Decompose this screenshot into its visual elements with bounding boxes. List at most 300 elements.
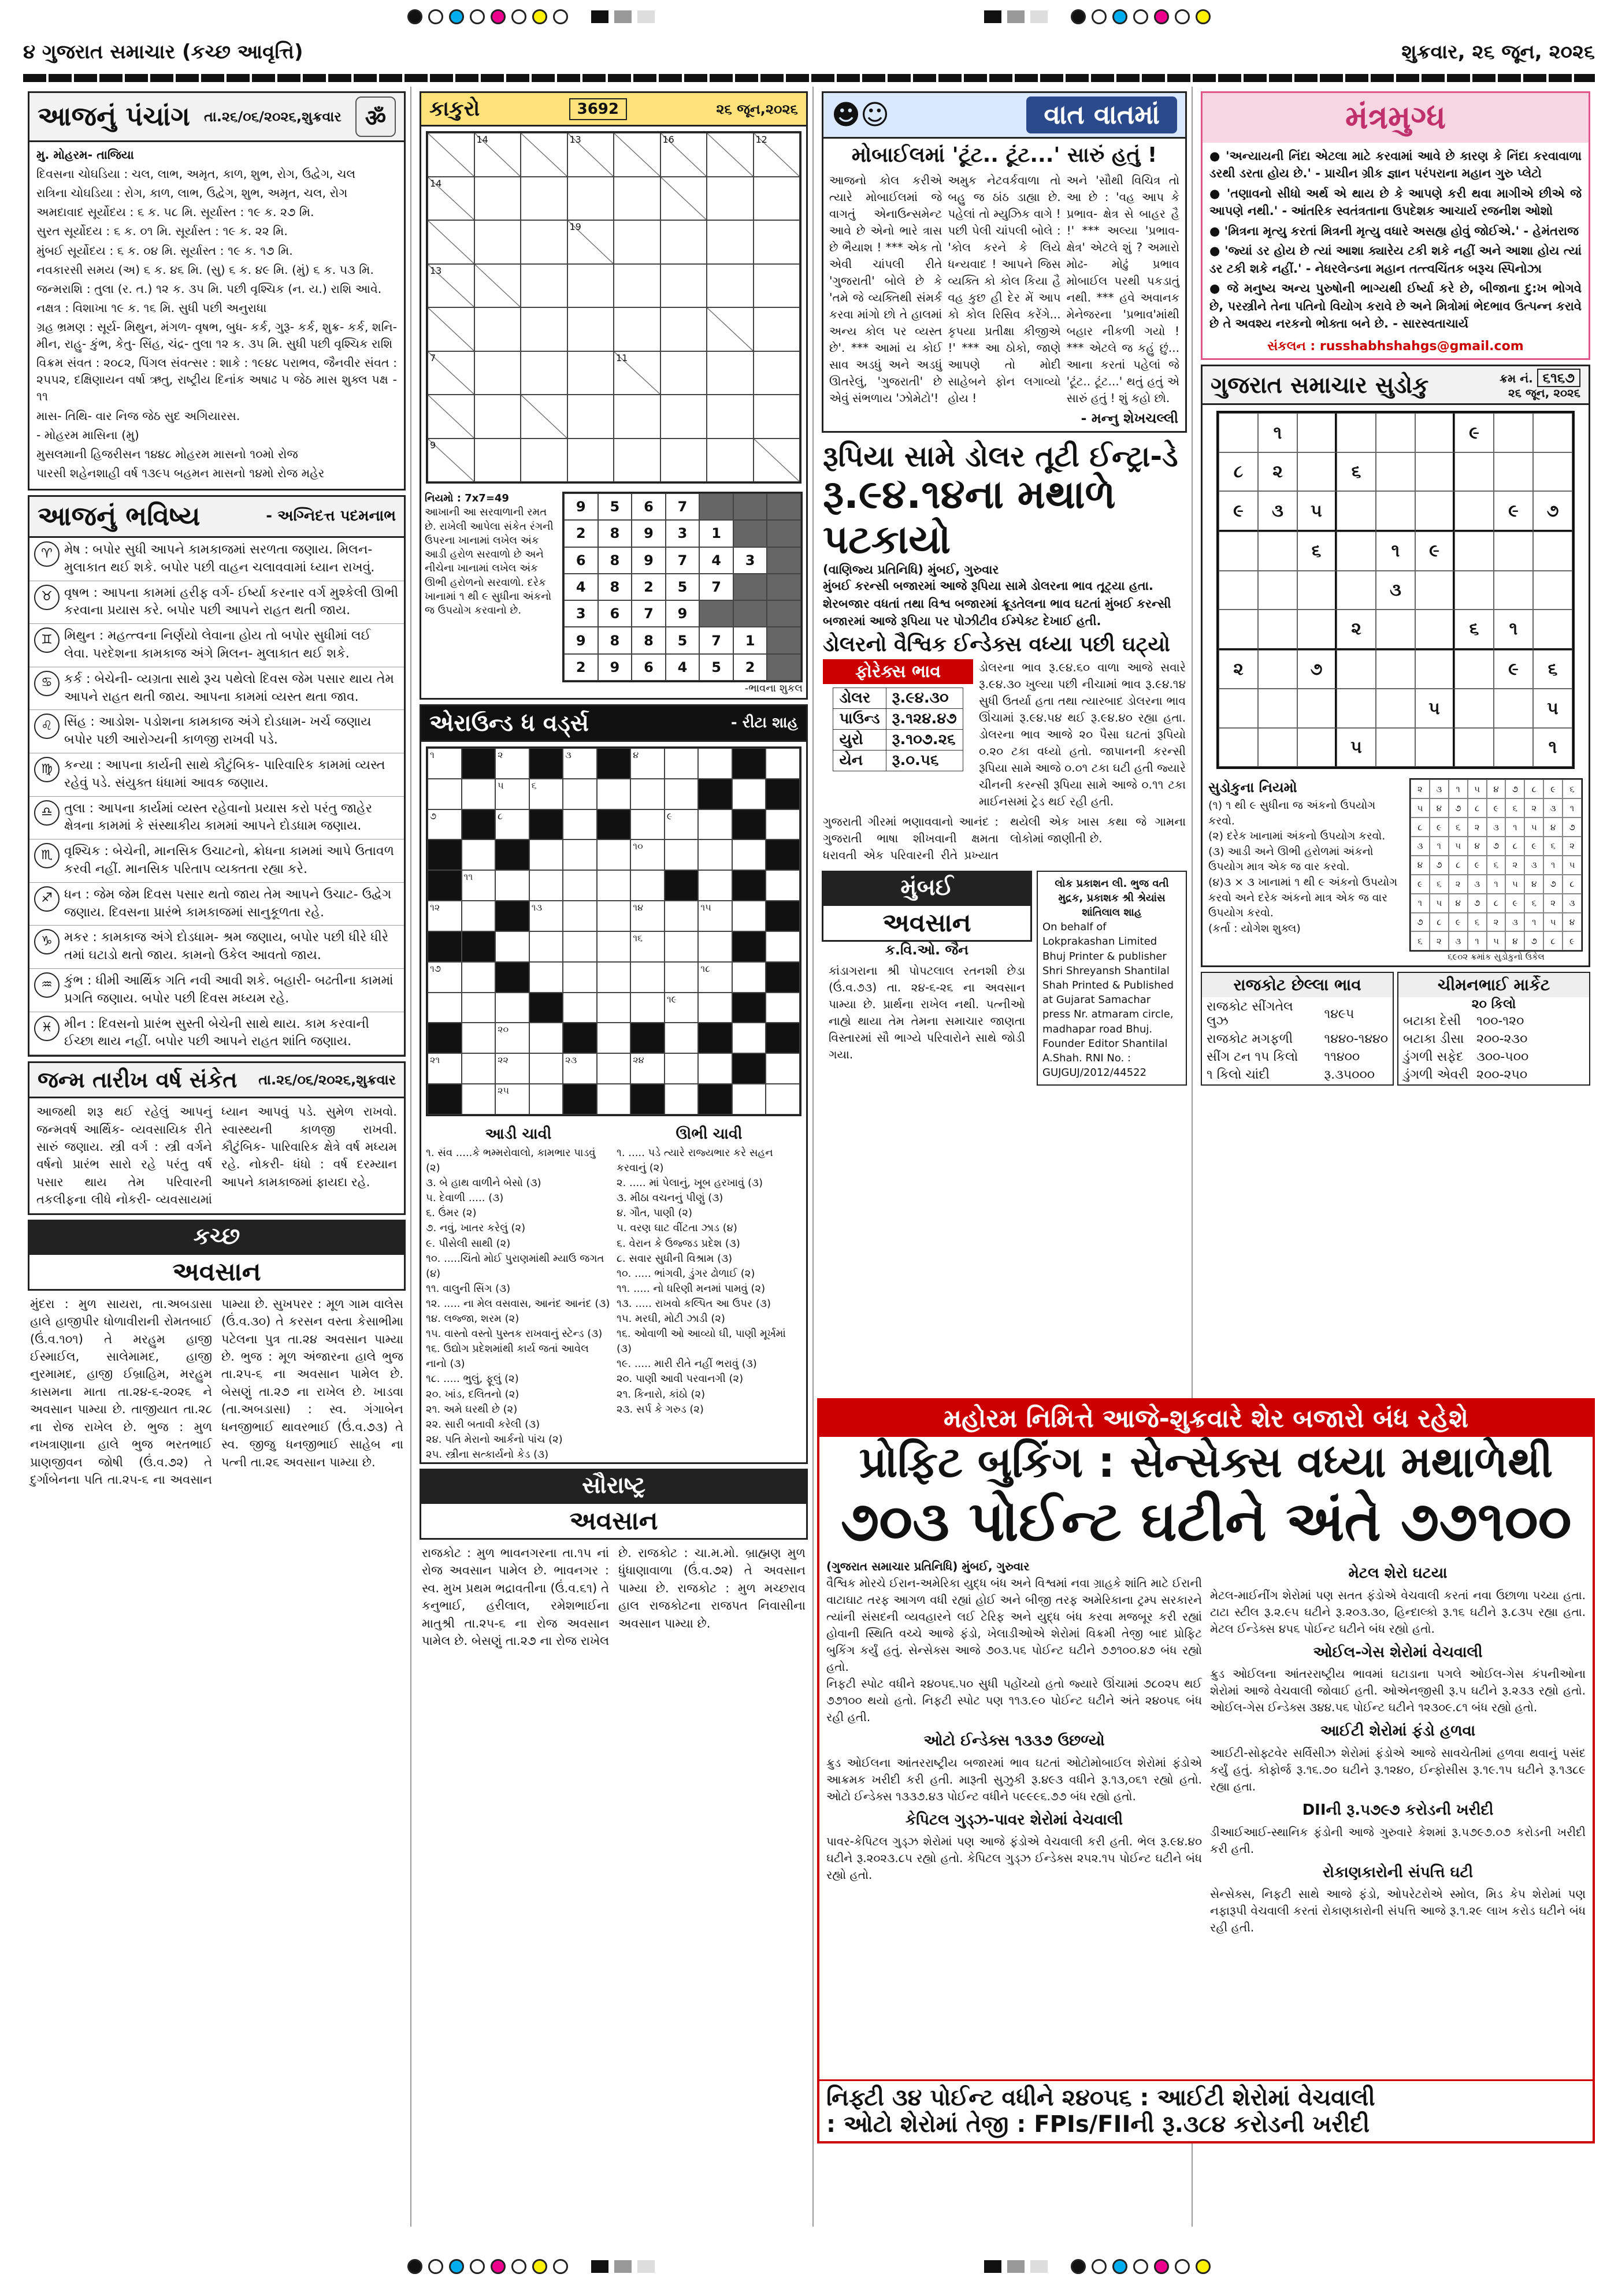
sudoku-cell: ૯ xyxy=(1494,650,1533,689)
vaat-box xyxy=(822,91,1187,433)
sudoku-cell xyxy=(1376,610,1415,650)
sudoku-cell xyxy=(1454,571,1494,610)
rupee-article xyxy=(817,437,1192,871)
sudoku-solution-cell: ૨ xyxy=(1487,913,1506,932)
down-clue: ૧૫. મરઘી, મોટી ઝાડી (૨) xyxy=(617,1313,725,1325)
sudoku-cell xyxy=(1494,571,1533,610)
kakuro-solution-blank xyxy=(767,627,801,653)
market-cell: રૂ.૩૫૦૦૦ xyxy=(1324,1068,1375,1083)
sudoku-cell: ૬ xyxy=(1533,650,1572,689)
crossword-cell xyxy=(665,1023,699,1053)
sudoku-number: ૬૧૬૭ xyxy=(1537,369,1580,387)
crossword-black-cell xyxy=(766,962,800,993)
crossword-cell xyxy=(665,993,699,1023)
market-cell: ડુંગળી સફેદ xyxy=(1403,1050,1464,1065)
crossword-cell xyxy=(630,962,665,993)
sudoku-cell xyxy=(1533,532,1572,571)
folio-left: ૪ ગુજરાત સમાચાર (કચ્છ આવૃત્તિ) xyxy=(23,40,303,64)
crossword-black-cell xyxy=(698,1023,732,1053)
rashi-item xyxy=(29,624,404,667)
sudoku-solution-cell: ૬ xyxy=(1430,875,1449,894)
kakuro-clue-cell xyxy=(660,133,707,177)
kakuro-solution-cell: 9 xyxy=(564,493,598,520)
rashi-icon: ♑ xyxy=(34,929,60,954)
vaat-col2: અમુક નેટવર્કવાળા તો બહુ જ ઠાંઠ ડાહ્યા છે. પહેલાં તો મ્યુઝિક વાગે ! પછી પેલી ચાંપલી બોલે : 'કોલ કરને કે લિયે ધન્યવાદ ! આપને જિસ વ્યક્તિ કો કોલ કિયા હૈ વહ કુછ હી દેર મેં આપ કો કોલ રિસિવ કરેંગે... કૃપયા પ્રતીક્ષા કીજીએ !' *** આ ઠોકો, જાણે આપણે તો મોદી સાહેબને ફોન લગાવ્યો હોય ! xyxy=(948,173,1061,405)
sudoku-solution-cell: ૪ xyxy=(1543,818,1563,837)
rashi-item xyxy=(29,883,404,926)
sudoku-cell xyxy=(1219,610,1258,650)
kakuro-solution-cell: 5 xyxy=(666,627,700,653)
across-clue: ૧. સંવ .....કે ભમ્મરોવાલો, કામભાર પાડવું (૨) xyxy=(426,1147,596,1175)
crossword-cell xyxy=(428,993,462,1023)
sudoku-cell xyxy=(1494,532,1533,571)
crossword-cell xyxy=(563,748,597,779)
kakuro-empty-cell xyxy=(474,395,521,439)
auto-text: ક્રુડ ઓઈલના આંતરરાષ્ટ્રીય બજારમાં ભાવ ઘટતાં ઓટોમોબાઈલ શેરોમાં ફંડોએ આક્રમક ખરીદી કરી હતી. મારૂતી સુઝુકી રૂ.૪૯૩ વધીને રૂ.૧૩,૦૬૧ રહ્યો હતો. ઓટો ઈન્ડેક્સ ૧૩૩૭.૪૩ પોઈન્ટ વધીને ૫૯૯૯૬.૭૭ બંધ રહ્યો હતો. xyxy=(826,1755,1202,1803)
janma-title: જન્મ તારીખ વર્ષ સંકેત xyxy=(38,1067,237,1093)
crossword-black-cell xyxy=(462,809,496,840)
sudoku-solution-cell: ૨ xyxy=(1411,779,1430,798)
kakuro-clue: 11 xyxy=(616,352,628,363)
vaat-title: વાત વાતમાં xyxy=(1026,96,1177,133)
sudoku-cell xyxy=(1337,413,1376,452)
crossword-number: ૧૯ xyxy=(666,993,677,1005)
kakuro-solution-cell: 7 xyxy=(699,574,733,600)
sudoku-rules xyxy=(1208,778,1404,962)
sudoku-solution-cell: ૮ xyxy=(1543,931,1563,950)
crossword-cell xyxy=(597,839,631,870)
sudoku-cell xyxy=(1533,610,1572,650)
imprint-box xyxy=(1037,871,1187,1086)
sudoku-solution-cell: ૯ xyxy=(1430,818,1449,837)
market-cell: ૧ કિલો ચાંદી xyxy=(1207,1068,1270,1083)
kakuro-empty-cell xyxy=(567,177,614,221)
crossword-black-cell xyxy=(495,901,529,931)
mantra-quote: ● જે મનુષ્ય અન્ય પુરુષોની ભાગ્યથી ઈર્ષ્યા કરે છે, બીજાના દુ:ખ ભોગવે છે, પરસ્ત્રીને તેના પતિનો વિયોગ કરાવે છે અને મિત્રોમાં ભેદભાવ ઉત્પન્ન કરાવે છે તે અવશ્ય નરકનો ભોક્તા બને છે. - સારસ્વતાચાર્ય xyxy=(1209,281,1582,330)
crossword-cell xyxy=(698,839,732,870)
sudoku-cell: ૭ xyxy=(1297,650,1337,689)
sudoku-cell xyxy=(1376,491,1415,532)
sudoku-cell xyxy=(1454,491,1494,532)
kakuro-solution-cell: 2 xyxy=(564,520,598,547)
down-title: ઊભી ચાવી xyxy=(676,1125,743,1143)
kakuro-empty-cell xyxy=(614,395,660,439)
sudoku-solution-cell: ૯ xyxy=(1543,779,1563,798)
mantra-contact: સંકલન : russhabhshahgs@gmail.com xyxy=(1267,339,1524,354)
crossword-cell xyxy=(630,931,665,962)
kakuro-empty-cell xyxy=(474,439,521,482)
forex-row xyxy=(833,750,963,771)
panchang-line: - મોહરમ માસિના (મુ) xyxy=(36,428,139,442)
sudoku-solution-cell: ૭ xyxy=(1524,931,1543,950)
sudoku-cell xyxy=(1337,532,1376,571)
crossword-cell xyxy=(665,1053,699,1084)
kakuro-clue-cell xyxy=(428,220,474,264)
crossword-number: ૧૫ xyxy=(700,902,711,913)
rupee-headline-2: રૂ.૯૪.૧૪ના મથાળે પટકાયો xyxy=(823,472,1116,563)
crossword-black-cell xyxy=(462,748,496,779)
rashi-item xyxy=(29,581,404,625)
crossword-cell xyxy=(529,1023,563,1053)
crossword-cell xyxy=(495,809,529,840)
sudoku-cell xyxy=(1337,491,1376,532)
folio-rule xyxy=(23,74,1595,82)
forex-cell: ડોલર xyxy=(833,688,886,708)
kakuro-empty-cell xyxy=(754,220,800,264)
sudoku-cell: ૭ xyxy=(1533,491,1572,532)
panchang-line: નક્ષત્ર : વિશાખા ૧૯ ક. ૧૬ મિ. સુધી પછી અનુરાધા xyxy=(36,300,267,315)
crossword-cell xyxy=(732,962,766,993)
kakuro-empty-cell xyxy=(614,220,660,264)
metal-text: મેટલ-માઈનીંગ શેરોમાં પણ સતત ફંડોએ વેચવાલી કરતાં નવા ઉછાળા પચ્યા હતા. ટાટા સ્ટીલ રૂ.૨.૯૫ ઘટીને રૂ.૨૦૩.૩૦, હિન્દાલ્કો રૂ.૧૬ ઘટીને રૂ.૮૩૫ રહ્યા હતા. મેટલ ઈન્ડેક્સ ૪૫૬ પોઈન્ટ ઘટીને બંધ રહ્યો હતો. xyxy=(1210,1588,1586,1636)
sudoku-solution-cell: ૭ xyxy=(1505,779,1524,798)
sudoku-cell: ૬ xyxy=(1454,610,1494,650)
crossword-black-cell xyxy=(732,809,766,840)
sudoku-cell xyxy=(1376,413,1415,452)
crossword-cell xyxy=(630,839,665,870)
vaat-header xyxy=(823,93,1185,139)
kakuro-solution-blank xyxy=(767,547,801,574)
market-cell: ૧૪૪૦-૧૪૪૦ xyxy=(1324,1032,1388,1047)
sudoku-solution-cell: ૫ xyxy=(1411,798,1430,818)
crossword-number: ૫ xyxy=(498,779,504,791)
market-row xyxy=(1203,998,1391,1030)
sudoku-brand: ગુજરાત સમાચાર સુડોકુ xyxy=(1211,371,1429,399)
crossword-cell xyxy=(529,901,563,931)
profit-headline-2: ૭૦૩ પોઈન્ટ ઘટીને અંતે ૭૭૧૦૦ xyxy=(840,1488,1572,1554)
crossword-clues xyxy=(421,1121,806,1462)
saurashtra-text: રાજકોટ : મુળ ભાવનગરના તા.૧૫ નાં રોજ અવસાન પામેલ છે. ભાવનગર : સ્વ. મુખ પ્રથમ ભદ્રાવતીના (ઉં.વ.૬૧) તે કનુભાઈ, હરીલાલ, રમેશભાઈના માતુશ્રી તા.૨૫-૬ ના રોજ અવસાન પામેલ છે. બેસણું તા.૨૭ ના રોજ રાખેલ છે. રાજકોટ : ચા.મ.મો. બ્રાહ્મણ મુળ ધુંધાણાવાળા (ઉં.વ.૭૨) તે અવસાન પામ્યા છે. રાજકોટ : મુળ મચ્છરાવ હાલ રાજકોટના રાજપત નિવાસીના અવસાન પામ્યા છે. xyxy=(422,1545,806,1648)
rupee-dateline: (વાણિજ્ય પ્રતિનિધિ) મુંબઈ, ગુરુવાર xyxy=(823,563,999,577)
sudoku-cell: ૧ xyxy=(1258,413,1297,452)
sudoku-solution-cell: ૯ xyxy=(1449,913,1468,932)
sudoku-cell: ૩ xyxy=(1258,491,1297,532)
sudoku-cell xyxy=(1297,413,1337,452)
crossword-black-cell xyxy=(495,839,529,870)
crossword-black-cell xyxy=(597,809,631,840)
crossword-cell xyxy=(529,839,563,870)
mantra-quote: ● 'તણાવનો સીધો અર્થ એ થાય છે કે આપણે કરી થવા માગીએ છીએ જે આપણે નથી.' - આંતરિક સ્વતંત્રતાના ઉપદેશક આચાર્ય રજનીશ ઓશો xyxy=(1209,186,1582,218)
sudoku-solution-cell: ૧ xyxy=(1524,913,1543,932)
kakuro-clue-cell xyxy=(428,395,474,439)
sudoku-cell: ૧ xyxy=(1494,610,1533,650)
sudoku-solution-cell: ૬ xyxy=(1563,779,1582,798)
rashi-text: મિથુન : મહત્ત્વના નિર્ણયો લેવાના હોય તો બપોર સુધીમાં લઈ લેવા. પરદેશના કામકાજ અંગે મિલન- મુલાકાત થઈ શકે. xyxy=(64,629,371,661)
profit-footer xyxy=(819,2079,1593,2141)
down-clue: ૮. સવાર સુધીની વિશ્રામ (૩) xyxy=(617,1252,733,1265)
kakuro-clue: 14 xyxy=(476,134,488,145)
down-clue: ૨૧. કિનારો, કાંઠો (૨) xyxy=(617,1388,706,1400)
crossword-cell xyxy=(766,931,800,962)
sudoku-solution-cell: ૫ xyxy=(1505,875,1524,894)
kakuro-empty-cell xyxy=(754,264,800,308)
crossword-cell xyxy=(630,901,665,931)
panchang-header xyxy=(29,93,404,142)
kakuro-solution-cell: 9 xyxy=(666,600,700,627)
mumbai-text: કાંડાગરાના શ્રી પોપટલાલ રતનશી છેડા (ઉં.વ.૭૩) તા. ૨૪-૬-૨૬ ના અવસાન પામ્યા છે. પ્રાર્થના રાખેલ નથી. પત્નીઓ નાહ્યે થાયા તેમ તેમના સમાચાર જાણતા વિસ્તારમાં સૌ ભાગ્યે પરિવારોને સાથે જોડી ગયા. xyxy=(829,963,1025,1061)
crossword-cell xyxy=(698,1053,732,1084)
sudoku-cell xyxy=(1454,650,1494,689)
sudoku-cell xyxy=(1297,452,1337,492)
kakuro-solution-cell: 5 xyxy=(598,493,632,520)
crossword-author: - રીટા શાહ xyxy=(730,714,798,731)
market-row xyxy=(1400,1067,1532,1083)
panchang-line: ગ્રહ ભ્રમણ : સૂર્ય- મિથુન, મંગળ- વૃષભ, બુધ- કર્ક, ગુરૂ- કર્ક, શુક્ર- કર્ક, શનિ- મીન, રાહુ- કુંભ, કેતુ- સિંહ, ચંદ્ર- તુલા ૧૨ ક. ૩૫ મિ. સુધી પછી વૃશ્ચિક રાશિ xyxy=(36,319,397,351)
sudoku-cell: ૬ xyxy=(1337,452,1376,492)
crossword-cell xyxy=(597,870,631,901)
crossword-cell xyxy=(597,1084,631,1114)
profit-body1: વૈશ્વિક મોરચે ઈરાન-અમેરિકા યુદ્ધ બંધ અને વિશ્વમાં નવા ગ્રાહકે શાંતિ માટે ઈરાની વાટાઘાટ તરફ આગળ વધી રહ્યાં હોઈ અને બીજી તરફ અમેરિકાના ટ્રમ્પ સરકારને ત્યાંની સંસદની વ્યવહારને લઈ ટેરિફ અને યુદ્ધ બંધ કરવા મજબૂર કરી રહ્યાં હોવાની સ્થિતિ વચ્ચે આજે ફંડો, ખેલાડીઓએ શેરોમાં વિક્રમી તેજી બાદ પ્રોફિટ બુકિંગ કર્યું હતું. સેન્સેક્સ આજે ૭૦૩.૫૬ પોઈન્ટ ઘટીને ૭૭૧૦૦.૪૭ બંધ રહ્યો હતો. xyxy=(826,1576,1202,1674)
kakuro-solution-cell: 8 xyxy=(598,627,632,653)
market-cell: ૨૦૦-૨૩૦ xyxy=(1476,1032,1528,1047)
crossword-cell xyxy=(529,931,563,962)
kakuro-solution-cell: 1 xyxy=(733,627,767,653)
mumbai-region: મુંબઈ xyxy=(822,871,1032,904)
across-clues xyxy=(426,1121,611,1462)
imprint-text: On behalf of Lokprakashan Limited Bhuj Printer & publisher Shri Shreyansh Shantilal Shah Printed & Published at Gujarat Samachar press Nr. atmaram circle, madhapar road Bhuj. Founder Editor Shantilal A.Shah. RNI No. : GUJGUJ/2012/44522 xyxy=(1042,921,1174,1079)
sudoku-cell: ૯ xyxy=(1494,491,1533,532)
sudoku-solution-cell: ૪ xyxy=(1563,913,1582,932)
kakuro-clue-cell xyxy=(614,351,660,395)
market-row xyxy=(1400,1049,1532,1065)
panchang-line: માસ- તિથિ- વાર નિજ જેઠ સુદ અગિયારસ. xyxy=(36,408,240,423)
rupee-body-wrap xyxy=(823,659,1186,810)
crossword-black-cell xyxy=(732,993,766,1023)
sudoku-cell xyxy=(1297,571,1337,610)
crossword-cell xyxy=(630,809,665,840)
crossword-cell xyxy=(597,779,631,809)
sudoku-solution-caption: ૬૯૦૨ ક્રમાંક સુડોકુનો ઉકેલ xyxy=(1448,952,1545,963)
sudoku-solution-cell: ૫ xyxy=(1543,913,1563,932)
sudoku-solution-cell: ૬ xyxy=(1411,931,1430,950)
crossword-title: એરાઉન્ડ ધ વર્ડ્સ xyxy=(429,709,589,737)
crossword-cell xyxy=(766,870,800,901)
sudoku-solution-cell: ૬ xyxy=(1543,837,1563,856)
bhavishya-title: આજનું ભવિષ્ય xyxy=(38,500,201,532)
janma-box xyxy=(28,1061,406,1215)
crossword-number: ૧૬ xyxy=(633,932,643,943)
crossword-black-cell xyxy=(495,962,529,993)
registration-marks-bottom xyxy=(0,2253,1618,2280)
sudoku-solution-cell: ૧ xyxy=(1449,779,1468,798)
sudoku-solution-cell: ૧ xyxy=(1487,875,1506,894)
crossword-number: ૪ xyxy=(633,749,639,760)
kakuro-empty-cell xyxy=(754,177,800,221)
kakuro-empty-cell xyxy=(614,439,660,482)
kutch-avsan: અવસાન xyxy=(28,1253,406,1291)
crossword-black-cell xyxy=(529,809,563,840)
market-cell: રાજકોટ સીંગતેલ લુઝ xyxy=(1207,1000,1293,1029)
kakuro-clue-cell xyxy=(660,177,707,221)
vaat-col3: અને 'સૌથી વિચિત્ર તો આ છે : 'વહ આપ કે પ્રભાવ- ક્ષેત્ર સે બાહર હૈ !' *** અલ્યા 'પ્રભાવ-ક્ષેત્ર' એટલે શું ? અમારો મોઢ- મોઢું પ્રભાવ મોબાઈલ પરથી પકડાતું નથી. *** હવે અવાનક મેનેજરના 'પ્રભાવ'માંથી બહાર નીકળી ગયો ! *** એટલે જ કહું છું... આના કરતાં પહેલાં જે 'ટૂંટ.. ટૂંટ...' થતું હતું એ સારું હતું ! શું કહો છો. xyxy=(1066,173,1179,405)
sudoku-cell xyxy=(1258,571,1297,610)
sudoku-cell: ૯ xyxy=(1219,491,1258,532)
profit-body2: નિફટી સ્પોટ વધીને ૨૪૦૫૬.૫૦ સુધી પહોંચ્યો હતો જ્યારે ઊંચામાં ૭૮૦૨૫ થઈ ૭૭૧૦૦ થયો હતો. નિફટી સ્પોટ પણ ૧૧૩.૯૦ પોઈન્ટ ઘટીને અંતે ૨૪૦૫૬ બંધ રહી હતી. xyxy=(826,1676,1202,1724)
crossword-black-cell xyxy=(630,1084,665,1114)
crossword-number: ૨૩ xyxy=(565,1054,577,1066)
panchang-box xyxy=(28,91,406,491)
across-clue: ૨૦. ખાંડ, દલિતનો (૨) xyxy=(426,1388,519,1400)
sudoku-cell xyxy=(1533,571,1572,610)
crossword-cell xyxy=(495,1023,529,1053)
kakuro-grid xyxy=(426,131,801,484)
market-cell: રાજકોટ મગફળી xyxy=(1207,1032,1293,1047)
kakuro-clue-cell xyxy=(754,133,800,177)
sudoku-solution-cell: ૮ xyxy=(1487,894,1506,913)
across-list xyxy=(426,1146,611,1462)
market-row xyxy=(1400,1013,1532,1030)
sudoku-cell xyxy=(1415,610,1454,650)
crossword-black-cell xyxy=(529,748,563,779)
sudoku-solution-cell: ૪ xyxy=(1468,837,1487,856)
kakuro-clue-cell xyxy=(428,264,474,308)
crossword-cell xyxy=(732,901,766,931)
sudoku-solution-cell: ૧ xyxy=(1411,894,1430,913)
column-left xyxy=(23,87,411,2227)
vaat-col1: આજનો કોલ કરીએ ત્યારે મોબાઈલમાં જે વાગતું એનાઉન્સમેન્ટ આવે છે એનો ભારે ત્રાસ છે ભૈયાશ ! *** એક તો એવી ચાંપલી રીતે 'ગુજરાતી' બોલે છે કે 'તમે જે વ્યક્તિથી સંમર્ક કરવા માંગો છો તે હાલમાં અન્ય કોલ પર વ્યસ્ત છે'. *** આમાં ય કોઈ સાવ અડધું અને અડધું ઊતરેલું, 'ગુજરાતી' છે એવું સંભળાય 'ઝોમેટો'! xyxy=(829,173,942,405)
panchang-lines xyxy=(29,142,404,489)
kakuro-empty-cell xyxy=(521,439,567,482)
registration-marks-top xyxy=(0,3,1618,30)
kakuro-solution-cell: 8 xyxy=(598,547,632,574)
sudoku-solution-cell: ૩ xyxy=(1505,913,1524,932)
mantra-title: મંત્રમુગ્ધ xyxy=(1345,99,1446,136)
crossword-cell xyxy=(665,1084,699,1114)
sudoku-solution-cell: ૬ xyxy=(1487,856,1506,875)
crossword-cell xyxy=(428,962,462,993)
crossword-cell xyxy=(698,931,732,962)
sudoku-rule: (૨) દરેક ખાનામાં અંકનો ઉપયોગ કરવો. xyxy=(1208,830,1386,843)
rashi-icon: ♈ xyxy=(34,541,60,567)
crossword-cell xyxy=(597,993,631,1023)
rashi-text: કન્યા : આપના કાર્યની સાથે કૌટુંબિક- પારિવારિક કામમાં વ્યસ્ત રહેવું પડે. સંયુક્ત ધંધામાં આવક જણાય. xyxy=(64,757,385,790)
crossword-cell xyxy=(630,993,665,1023)
market-cell: ૧૧૪૦૦ xyxy=(1324,1050,1360,1065)
kakuro-empty-cell xyxy=(521,264,567,308)
mumbai-avsan: અવસાન xyxy=(822,904,1032,942)
sudoku-cell xyxy=(1494,413,1533,452)
crossword-number: ૧૪ xyxy=(633,902,644,913)
forex-cell: રૂ.૧૨૪.૪૭ xyxy=(886,708,963,729)
crossword-number: ૨૪ xyxy=(633,1054,644,1066)
sudoku-solution-cell: ૮ xyxy=(1563,875,1582,894)
crossword-number: ૯ xyxy=(666,810,673,822)
crossword-cell xyxy=(597,962,631,993)
sudoku-solution-cell: ૯ xyxy=(1524,837,1543,856)
panchang-line: મુંબઈ સૂર્યોદય : ૬ ક. ૦૪ મિ. સૂર્યાસ્ત : ૧૯ ક. ૧૭ મિ. xyxy=(36,243,293,258)
kakuro-empty-cell xyxy=(567,439,614,482)
sudoku-rules-list xyxy=(1208,798,1404,921)
kakuro-empty-cell xyxy=(707,439,754,482)
rashi-text: તુલા : આપના કાર્યમાં વ્યસ્ત રહેવાનો પ્રયાસ કરો પરંતુ જાહેર ક્ષેત્રના કામમાં કે સંસ્થાકીય કામમાં આપને દોડધામ જણાય. xyxy=(64,801,373,834)
crossword-black-cell xyxy=(428,839,462,870)
dii-title: DIIની રૂ.૫૭૯૭ કરોડની ખરીદી xyxy=(1302,1801,1494,1819)
sudoku-solution-cell: ૭ xyxy=(1543,875,1563,894)
across-clue: ૫. દેવાળી ..... (૩) xyxy=(426,1192,504,1205)
crossword-cell xyxy=(766,1084,800,1114)
kakuro-empty-cell xyxy=(474,351,521,395)
kakuro-empty-cell xyxy=(660,351,707,395)
market-cell: બટાકા ડીસા xyxy=(1403,1032,1464,1047)
crossword-cell xyxy=(462,1084,496,1114)
rok-text: સેન્સેક્સ, નિફટી સાથે આજે ફંડો, ઓપરેટરોએ સ્મોલ, મિડ કેપ શેરોમાં પણ નફારૂપી વેચવાલી કરતાં રોકાણકારોની સંપત્તિ આજે રૂ.૧.૨૯ લાખ કરોડ ઘટીને બંધ રહી હતી. xyxy=(1210,1887,1586,1935)
ganesha-icon: ॐ xyxy=(355,96,396,137)
across-clue: ૧૨. ..... ના મેલ વસવાસ, આનંદ આનંદ (૩) xyxy=(426,1297,610,1310)
kakuro-empty-cell xyxy=(707,264,754,308)
crossword-cell xyxy=(698,870,732,901)
kakuro-solution-cell: 2 xyxy=(632,574,666,600)
rupee-body: ડોલરના ભાવ રૂ.૯૪.૬૦ વાળા આજે સવારે રૂ.૯૪.૩૦ ખુલ્યા પછી નીચામાં ભાવ રૂ.૯૪.૧૪ સુધી ઉતર્યા હતા તથા ત્યારબાદ ડોલરના ભાવ ઊંચામાં રૂ.૯૪.૫૪ થઈ રૂ.૯૪.૪૦ રહ્યા હતા. ડોલરના ભાવ આજે ૨૦ પૈસા ઘટતાં રૂપિયો ૦.૨૦ ટકા વધ્યો હતો. જાપાનની કરન્સી રૂપિયા સામે આજે ૦.૦૧ ટકા ઘટી હતી જ્યારે ચીનની કરન્સી રૂપિયા સામે આજે ૦.૧૧ ટકા માઈનસમાં ટ્રેડ થઈ રહી હતી. xyxy=(979,660,1186,808)
sudoku-number-label: ક્રમ નં. xyxy=(1500,371,1533,386)
crossword-cell xyxy=(563,1053,597,1084)
crossword-number: ૩ xyxy=(565,749,572,760)
forex-title: ફોરેક્સ ભાવ xyxy=(823,659,973,684)
crossword-number: ૨૧ xyxy=(430,1054,440,1066)
sudoku-solution-cell: ૨ xyxy=(1524,798,1543,818)
kakuro-number: 3692 xyxy=(569,98,627,120)
panchang-line: રાત્રિના ચોઘડિયા : રોગ, કાળ, લાભ, ઉદ્વેગ, શુભ, અમૃત, ચલ, રોગ xyxy=(36,186,348,200)
down-clue: ૧૦. ..... ભાંગવી, ડુંગર ઢોળાઈ (૨) xyxy=(617,1267,755,1280)
mantra-box xyxy=(1201,91,1590,360)
sudoku-solution-cell: ૭ xyxy=(1563,818,1582,837)
sudoku-box xyxy=(1201,365,1590,967)
crossword-cell xyxy=(597,931,631,962)
sudoku-solution-cell: ૯ xyxy=(1505,894,1524,913)
kakuro-solution xyxy=(562,492,803,694)
rashi-item xyxy=(29,797,404,840)
kakuro-clue-cell xyxy=(521,395,567,439)
kakuro-box xyxy=(420,91,808,700)
sudoku-solution-cell: ૪ xyxy=(1524,875,1543,894)
profit-banner: મહોરમ નિમિત્તે આજે-શુક્રવારે શેર બજારો બંધ રહેશે xyxy=(819,1400,1593,1437)
down-clue: ૧૧. ..... નો ધરિણી મનમાં પામવું (૨) xyxy=(617,1282,766,1295)
crossword-black-cell xyxy=(630,1023,665,1053)
down-clue: ૧૯. ..... મારી રીતે નહીં ભરાવું (૩) xyxy=(617,1358,757,1370)
mantra-quote: ● 'અન્યાયની નિંદા એટલા માટે કરવામાં આવે છે કારણ કે નિંદા કરવાવાળા ડરથી ડરતા હોય છે.' - પ્રાચીન ગ્રીક જ્ઞાન પરંપરાના મહાન ગુરુ પ્લેટો xyxy=(1209,149,1582,181)
kakuro-solution-cell: 9 xyxy=(564,627,598,653)
kakuro-solution-blank xyxy=(733,600,767,627)
sudoku-cell xyxy=(1415,571,1454,610)
sudoku-cell xyxy=(1219,413,1258,452)
sudoku-cell: ૫ xyxy=(1415,689,1454,728)
crossword-cell xyxy=(698,809,732,840)
sudoku-cell xyxy=(1454,728,1494,767)
crossword-cell xyxy=(529,779,563,809)
crossword-cell xyxy=(563,779,597,809)
mantra-header xyxy=(1203,93,1589,143)
crossword-cell xyxy=(732,839,766,870)
sudoku-solution-cell: ૩ xyxy=(1449,931,1468,950)
crossword-number: ૧૭ xyxy=(430,963,441,974)
crossword-cell xyxy=(665,748,699,779)
rashi-list xyxy=(29,538,404,1055)
kakuro-clue-cell xyxy=(567,133,614,177)
rashi-icon: ♐ xyxy=(34,886,60,912)
sudoku-cell xyxy=(1533,452,1572,492)
rashi-icon: ♍ xyxy=(34,757,60,782)
kakuro-empty-cell xyxy=(614,264,660,308)
profit-dateline: (ગુજરાત સમાચાર પ્રતિનિધિ) મુંબઈ, ગુરુવાર xyxy=(826,1559,1030,1573)
forex-cell: યુરો xyxy=(833,729,886,750)
market-row xyxy=(1203,1067,1391,1083)
across-clue: ૩. બે હાથ વાળીને બેસો (૩) xyxy=(426,1177,541,1190)
kakuro-solution-cell: 4 xyxy=(564,574,598,600)
crossword-black-cell xyxy=(698,779,732,809)
crossword-number: ૧૩ xyxy=(531,902,543,913)
crossword-cell xyxy=(597,1023,631,1053)
kakuro-solution-cell: 8 xyxy=(598,574,632,600)
sudoku-cell xyxy=(1337,650,1376,689)
